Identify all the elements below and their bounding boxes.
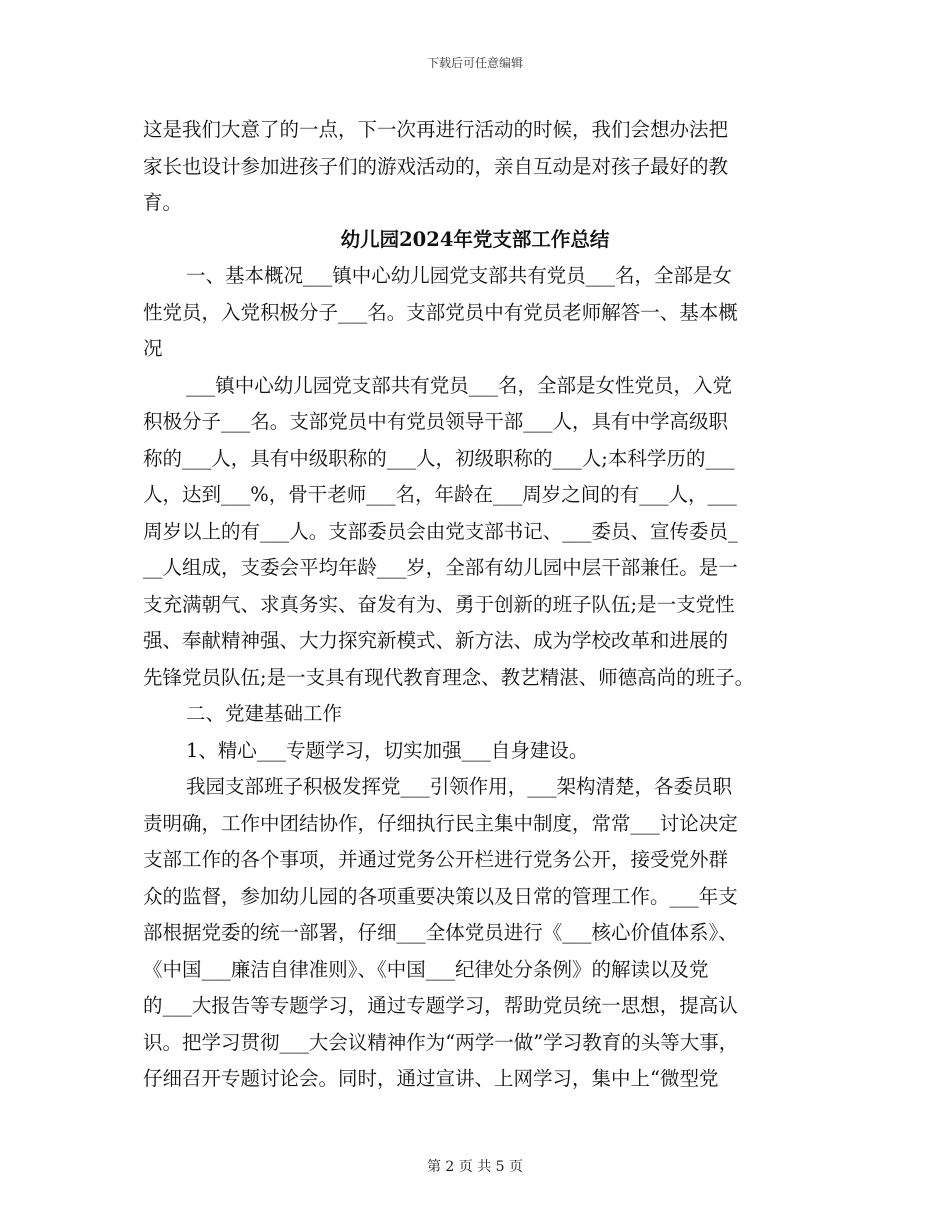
text-line: 家长也设计参加进孩子们的游戏活动的，亲自互动是对孩子最好的教 <box>143 154 729 178</box>
text-line: 我园支部班子积极发挥党___引领作用，___架构清楚，各委员职 <box>186 775 733 798</box>
text-line: 称的___人，具有中级职称的___人，初级职称的___人;本科学历的___ <box>143 446 735 470</box>
text-line: 这是我们大意了的一点，下一次再进行活动的时候，我们会想办法把 <box>143 118 729 141</box>
text-line: 部根据党委的统一部署，仔细___全体党员进行《___核心价值体系》、 <box>143 921 738 944</box>
text-line: 周岁以上的有___人。支部委员会由党支部书记、___委员、宣传委员_ <box>143 519 738 543</box>
text-line: 《中国___廉洁自律准则》、《中国___纪律处分条例》的解读以及党 <box>143 957 709 981</box>
text-line: ___镇中心幼儿园党支部共有党员___名，全部是女性党员，入党 <box>186 373 733 397</box>
text-line: 积极分子___名。支部党员中有党员领导干部___人，具有中学高级职 <box>143 410 729 433</box>
text-line: 人，达到___%，骨干老师___名，年龄在___周岁之间的有___人，___ <box>143 483 737 506</box>
text-line: 强、奉献精神强、大力探究新模式、新方法、成为学校改革和进展的 <box>143 629 729 652</box>
text-line: 仔细召开专题讨论会。同时，通过宣讲、上网学习，集中上“微型党 <box>143 1067 719 1090</box>
text-line: 性党员，入党积极分子___名。支部党员中有党员老师解答一、基本概 <box>143 300 738 324</box>
text-line: 支部工作的各个事项，并通过党务公开栏进行党务公开，接受党外群 <box>143 848 729 871</box>
text-line: 1、精心___专题学习，切实加强___自身建设。 <box>186 738 589 762</box>
document-body <box>143 112 807 1098</box>
text-line: 先锋党员队伍;是一支具有现代教育理念、教艺精湛、师德高尚的班子。 <box>143 665 755 689</box>
text-line: __人组成，支委会平均年龄___岁，全部有幼儿园中层干部兼任。是一 <box>143 556 738 579</box>
text-line: 支充满朝气、求真务实、奋发有为、勇于创新的班子队伍;是一支党性 <box>143 592 735 616</box>
text-line: 二、党建基础工作 <box>186 702 343 725</box>
page-number: 第 2 页 共 5 页 <box>426 1159 524 1175</box>
document-title: 幼儿园2024年党支部工作总结 <box>340 227 610 251</box>
text-line: 育。 <box>143 191 183 214</box>
text-line: 一、基本概况___镇中心幼儿园党支部共有党员___名，全部是女 <box>186 264 733 287</box>
text-line: 识。把学习贯彻___大会议精神作为“两学一做”学习教育的头等大事， <box>143 1030 739 1054</box>
text-line: 况 <box>143 337 163 360</box>
text-line: 众的监督，参加幼儿园的各项重要决策以及日常的管理工作。___年支 <box>143 884 738 908</box>
text-line: 责明确，工作中团结协作，仔细执行民主集中制度，常常___讨论决定 <box>143 811 738 835</box>
page-header-note: 下载后可任意编辑 <box>426 56 523 70</box>
text-line: 的___大报告等专题学习，通过专题学习，帮助党员统一思想，提高认 <box>143 994 738 1017</box>
